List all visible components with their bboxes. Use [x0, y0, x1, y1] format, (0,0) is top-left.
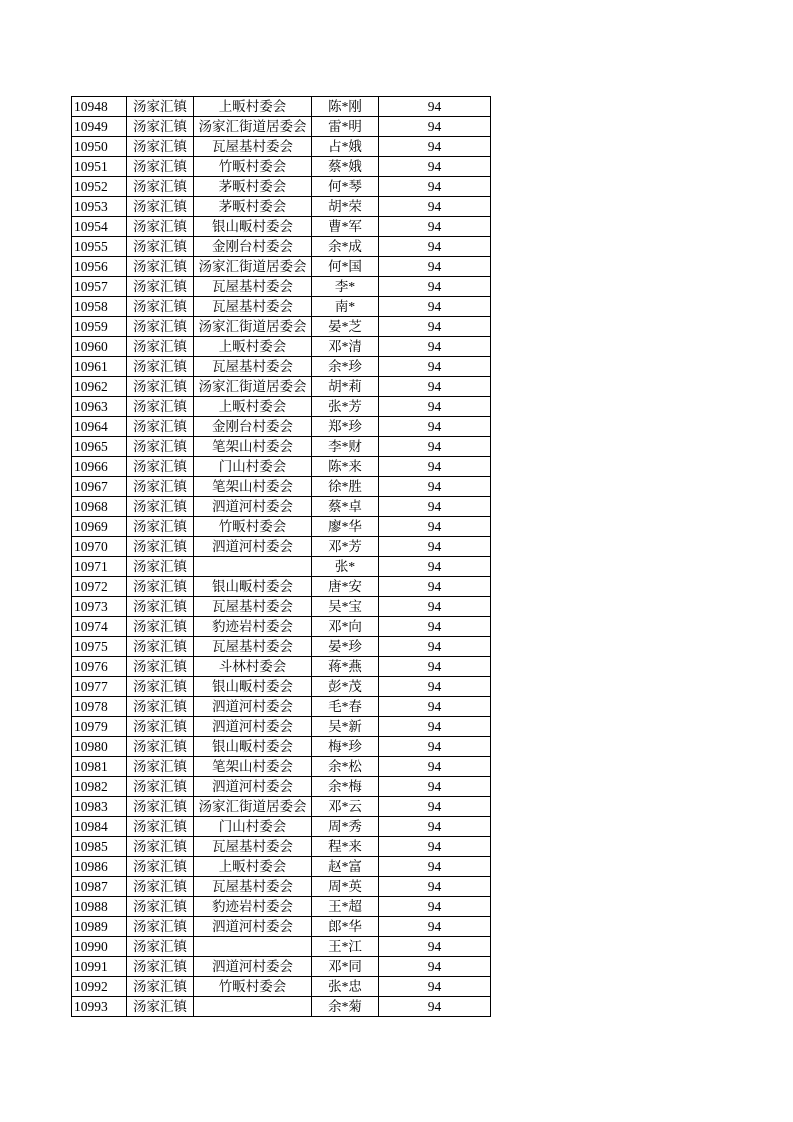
- record-id-cell: 10970: [72, 537, 127, 557]
- person-name-cell: 赵*富: [312, 857, 379, 877]
- table-row: [72, 97, 491, 117]
- score-cell: 94: [379, 537, 491, 557]
- person-name-cell: 南*: [312, 297, 379, 317]
- score-cell: 94: [379, 857, 491, 877]
- record-id-cell: 10982: [72, 777, 127, 797]
- record-id-cell: 10954: [72, 217, 127, 237]
- score-cell: 94: [379, 437, 491, 457]
- record-id-cell: 10975: [72, 637, 127, 657]
- person-name-cell: 余*菊: [312, 997, 379, 1017]
- record-id-cell: 10993: [72, 997, 127, 1017]
- village-committee-cell: 瓦屋基村委会: [194, 837, 312, 857]
- village-committee-cell: 瓦屋基村委会: [194, 277, 312, 297]
- table-row: [72, 857, 491, 877]
- score-cell: 94: [379, 337, 491, 357]
- town-cell: 汤家汇镇: [127, 757, 194, 777]
- person-name-cell: 陈*来: [312, 457, 379, 477]
- person-name-cell: 周*秀: [312, 817, 379, 837]
- village-committee-cell: [194, 557, 312, 577]
- score-cell: 94: [379, 397, 491, 417]
- town-cell: 汤家汇镇: [127, 637, 194, 657]
- record-id-cell: 10969: [72, 517, 127, 537]
- person-name-cell: 余*梅: [312, 777, 379, 797]
- person-name-cell: 晏*芝: [312, 317, 379, 337]
- score-cell: 94: [379, 617, 491, 637]
- village-committee-cell: 笔架山村委会: [194, 757, 312, 777]
- person-name-cell: 邓*同: [312, 957, 379, 977]
- village-committee-cell: 上畈村委会: [194, 337, 312, 357]
- table-row: [72, 437, 491, 457]
- record-id-cell: 10958: [72, 297, 127, 317]
- table-row: [72, 557, 491, 577]
- town-cell: 汤家汇镇: [127, 697, 194, 717]
- village-committee-cell: 泗道河村委会: [194, 957, 312, 977]
- town-cell: 汤家汇镇: [127, 957, 194, 977]
- score-cell: 94: [379, 837, 491, 857]
- village-committee-cell: 汤家汇街道居委会: [194, 117, 312, 137]
- person-name-cell: 邓*云: [312, 797, 379, 817]
- village-committee-cell: 瓦屋基村委会: [194, 877, 312, 897]
- village-committee-cell: 上畈村委会: [194, 97, 312, 117]
- town-cell: 汤家汇镇: [127, 657, 194, 677]
- table-row: [72, 737, 491, 757]
- record-id-cell: 10956: [72, 257, 127, 277]
- town-cell: 汤家汇镇: [127, 257, 194, 277]
- table-row: [72, 397, 491, 417]
- person-name-cell: 晏*珍: [312, 637, 379, 657]
- village-committee-cell: 上畈村委会: [194, 857, 312, 877]
- record-id-cell: 10989: [72, 917, 127, 937]
- score-cell: 94: [379, 577, 491, 597]
- record-id-cell: 10960: [72, 337, 127, 357]
- table-row: [72, 817, 491, 837]
- record-id-cell: 10990: [72, 937, 127, 957]
- village-committee-cell: 银山畈村委会: [194, 577, 312, 597]
- table-row: [72, 697, 491, 717]
- record-id-cell: 10968: [72, 497, 127, 517]
- person-name-cell: 郑*珍: [312, 417, 379, 437]
- person-name-cell: 邓*芳: [312, 537, 379, 557]
- village-committee-cell: 茅畈村委会: [194, 177, 312, 197]
- village-committee-cell: 斗林村委会: [194, 657, 312, 677]
- village-committee-cell: 豹迹岩村委会: [194, 617, 312, 637]
- person-name-cell: 陈*刚: [312, 97, 379, 117]
- table-row: [72, 537, 491, 557]
- record-id-cell: 10967: [72, 477, 127, 497]
- village-committee-cell: 泗道河村委会: [194, 777, 312, 797]
- person-name-cell: 吴*新: [312, 717, 379, 737]
- person-name-cell: 唐*安: [312, 577, 379, 597]
- town-cell: 汤家汇镇: [127, 197, 194, 217]
- score-cell: 94: [379, 997, 491, 1017]
- town-cell: 汤家汇镇: [127, 737, 194, 757]
- person-name-cell: 彭*茂: [312, 677, 379, 697]
- table-row: [72, 217, 491, 237]
- village-committee-cell: 银山畈村委会: [194, 677, 312, 697]
- town-cell: 汤家汇镇: [127, 777, 194, 797]
- table-row: [72, 157, 491, 177]
- score-cell: 94: [379, 197, 491, 217]
- record-id-cell: 10980: [72, 737, 127, 757]
- person-name-cell: 胡*莉: [312, 377, 379, 397]
- town-cell: 汤家汇镇: [127, 997, 194, 1017]
- person-name-cell: 蔡*卓: [312, 497, 379, 517]
- town-cell: 汤家汇镇: [127, 557, 194, 577]
- person-name-cell: 曹*军: [312, 217, 379, 237]
- table-row: [72, 777, 491, 797]
- score-cell: 94: [379, 917, 491, 937]
- table-row: [72, 957, 491, 977]
- village-committee-cell: 泗道河村委会: [194, 717, 312, 737]
- score-cell: 94: [379, 417, 491, 437]
- town-cell: 汤家汇镇: [127, 977, 194, 997]
- record-id-cell: 10965: [72, 437, 127, 457]
- score-cell: 94: [379, 97, 491, 117]
- table-row: [72, 617, 491, 637]
- table-row: [72, 937, 491, 957]
- score-cell: 94: [379, 517, 491, 537]
- village-committee-cell: 茅畈村委会: [194, 197, 312, 217]
- person-name-cell: 余*珍: [312, 357, 379, 377]
- village-committee-cell: 竹畈村委会: [194, 977, 312, 997]
- town-cell: 汤家汇镇: [127, 317, 194, 337]
- score-cell: 94: [379, 597, 491, 617]
- village-committee-cell: 瓦屋基村委会: [194, 297, 312, 317]
- record-id-cell: 10977: [72, 677, 127, 697]
- town-cell: 汤家汇镇: [127, 457, 194, 477]
- record-id-cell: 10991: [72, 957, 127, 977]
- score-cell: 94: [379, 157, 491, 177]
- table-row: [72, 877, 491, 897]
- person-name-cell: 周*英: [312, 877, 379, 897]
- table-row: [72, 837, 491, 857]
- record-id-cell: 10978: [72, 697, 127, 717]
- score-cell: 94: [379, 357, 491, 377]
- table-row: [72, 417, 491, 437]
- town-cell: 汤家汇镇: [127, 877, 194, 897]
- village-committee-cell: 瓦屋基村委会: [194, 637, 312, 657]
- person-name-cell: 张*忠: [312, 977, 379, 997]
- village-committee-cell: 汤家汇街道居委会: [194, 257, 312, 277]
- record-id-cell: 10984: [72, 817, 127, 837]
- person-name-cell: 邓*向: [312, 617, 379, 637]
- town-cell: 汤家汇镇: [127, 797, 194, 817]
- table-row: [72, 477, 491, 497]
- table-row: [72, 197, 491, 217]
- town-cell: 汤家汇镇: [127, 217, 194, 237]
- person-name-cell: 雷*明: [312, 117, 379, 137]
- village-committee-cell: 瓦屋基村委会: [194, 357, 312, 377]
- score-cell: 94: [379, 817, 491, 837]
- person-name-cell: 王*超: [312, 897, 379, 917]
- person-name-cell: 王*江: [312, 937, 379, 957]
- score-cell: 94: [379, 237, 491, 257]
- person-name-cell: 廖*华: [312, 517, 379, 537]
- score-cell: 94: [379, 277, 491, 297]
- table-row: [72, 637, 491, 657]
- record-id-cell: 10981: [72, 757, 127, 777]
- record-id-cell: 10962: [72, 377, 127, 397]
- records-table: [71, 96, 491, 1017]
- score-cell: 94: [379, 897, 491, 917]
- table-row: [72, 337, 491, 357]
- score-cell: 94: [379, 657, 491, 677]
- village-committee-cell: 金刚台村委会: [194, 417, 312, 437]
- table-row: [72, 317, 491, 337]
- village-committee-cell: 瓦屋基村委会: [194, 137, 312, 157]
- town-cell: 汤家汇镇: [127, 357, 194, 377]
- town-cell: 汤家汇镇: [127, 297, 194, 317]
- table-row: [72, 597, 491, 617]
- town-cell: 汤家汇镇: [127, 717, 194, 737]
- score-cell: 94: [379, 937, 491, 957]
- score-cell: 94: [379, 177, 491, 197]
- table-row: [72, 577, 491, 597]
- town-cell: 汤家汇镇: [127, 917, 194, 937]
- village-committee-cell: 门山村委会: [194, 457, 312, 477]
- record-id-cell: 10986: [72, 857, 127, 877]
- person-name-cell: 余*成: [312, 237, 379, 257]
- table-row: [72, 357, 491, 377]
- person-name-cell: 何*琴: [312, 177, 379, 197]
- table-row: [72, 517, 491, 537]
- score-cell: 94: [379, 497, 491, 517]
- record-id-cell: 10974: [72, 617, 127, 637]
- score-cell: 94: [379, 297, 491, 317]
- town-cell: 汤家汇镇: [127, 337, 194, 357]
- person-name-cell: 徐*胜: [312, 477, 379, 497]
- table-row: [72, 977, 491, 997]
- record-id-cell: 10951: [72, 157, 127, 177]
- score-cell: 94: [379, 377, 491, 397]
- score-cell: 94: [379, 317, 491, 337]
- score-cell: 94: [379, 677, 491, 697]
- record-id-cell: 10973: [72, 597, 127, 617]
- town-cell: 汤家汇镇: [127, 857, 194, 877]
- village-committee-cell: 笔架山村委会: [194, 437, 312, 457]
- town-cell: 汤家汇镇: [127, 117, 194, 137]
- village-committee-cell: 泗道河村委会: [194, 917, 312, 937]
- score-cell: 94: [379, 637, 491, 657]
- person-name-cell: 蒋*燕: [312, 657, 379, 677]
- score-cell: 94: [379, 557, 491, 577]
- village-committee-cell: [194, 937, 312, 957]
- score-cell: 94: [379, 957, 491, 977]
- town-cell: 汤家汇镇: [127, 497, 194, 517]
- record-id-cell: 10971: [72, 557, 127, 577]
- record-id-cell: 10988: [72, 897, 127, 917]
- score-cell: 94: [379, 137, 491, 157]
- town-cell: 汤家汇镇: [127, 597, 194, 617]
- person-name-cell: 邓*清: [312, 337, 379, 357]
- village-committee-cell: 竹畈村委会: [194, 157, 312, 177]
- score-cell: 94: [379, 217, 491, 237]
- person-name-cell: 何*国: [312, 257, 379, 277]
- village-committee-cell: 泗道河村委会: [194, 497, 312, 517]
- score-cell: 94: [379, 257, 491, 277]
- record-id-cell: 10963: [72, 397, 127, 417]
- table-row: [72, 497, 491, 517]
- person-name-cell: 张*芳: [312, 397, 379, 417]
- table-row: [72, 117, 491, 137]
- score-cell: 94: [379, 877, 491, 897]
- record-id-cell: 10985: [72, 837, 127, 857]
- village-committee-cell: 笔架山村委会: [194, 477, 312, 497]
- record-id-cell: 10979: [72, 717, 127, 737]
- record-id-cell: 10961: [72, 357, 127, 377]
- score-cell: 94: [379, 717, 491, 737]
- record-id-cell: 10952: [72, 177, 127, 197]
- person-name-cell: 胡*荣: [312, 197, 379, 217]
- score-cell: 94: [379, 757, 491, 777]
- person-name-cell: 李*: [312, 277, 379, 297]
- town-cell: 汤家汇镇: [127, 677, 194, 697]
- record-id-cell: 10950: [72, 137, 127, 157]
- score-cell: 94: [379, 117, 491, 137]
- record-id-cell: 10959: [72, 317, 127, 337]
- table-row: [72, 797, 491, 817]
- town-cell: 汤家汇镇: [127, 577, 194, 597]
- person-name-cell: 李*财: [312, 437, 379, 457]
- town-cell: 汤家汇镇: [127, 417, 194, 437]
- town-cell: 汤家汇镇: [127, 277, 194, 297]
- table-row: [72, 897, 491, 917]
- village-committee-cell: 银山畈村委会: [194, 217, 312, 237]
- table-row: [72, 237, 491, 257]
- table-row: [72, 177, 491, 197]
- table-row: [72, 457, 491, 477]
- village-committee-cell: 汤家汇街道居委会: [194, 377, 312, 397]
- table-row: [72, 377, 491, 397]
- village-committee-cell: 汤家汇街道居委会: [194, 797, 312, 817]
- record-id-cell: 10948: [72, 97, 127, 117]
- score-cell: 94: [379, 697, 491, 717]
- table-row: [72, 997, 491, 1017]
- town-cell: 汤家汇镇: [127, 817, 194, 837]
- village-committee-cell: [194, 997, 312, 1017]
- record-id-cell: 10976: [72, 657, 127, 677]
- village-committee-cell: 泗道河村委会: [194, 697, 312, 717]
- town-cell: 汤家汇镇: [127, 397, 194, 417]
- village-committee-cell: 金刚台村委会: [194, 237, 312, 257]
- person-name-cell: 梅*珍: [312, 737, 379, 757]
- table-row: [72, 297, 491, 317]
- record-id-cell: 10966: [72, 457, 127, 477]
- record-id-cell: 10953: [72, 197, 127, 217]
- person-name-cell: 蔡*娥: [312, 157, 379, 177]
- records-table-body: [72, 97, 491, 1017]
- record-id-cell: 10983: [72, 797, 127, 817]
- town-cell: 汤家汇镇: [127, 897, 194, 917]
- table-row: [72, 917, 491, 937]
- score-cell: 94: [379, 797, 491, 817]
- record-id-cell: 10955: [72, 237, 127, 257]
- person-name-cell: 程*来: [312, 837, 379, 857]
- table-row: [72, 757, 491, 777]
- person-name-cell: 吴*宝: [312, 597, 379, 617]
- record-id-cell: 10987: [72, 877, 127, 897]
- score-cell: 94: [379, 977, 491, 997]
- person-name-cell: 郎*华: [312, 917, 379, 937]
- table-row: [72, 657, 491, 677]
- village-committee-cell: 竹畈村委会: [194, 517, 312, 537]
- person-name-cell: 占*娥: [312, 137, 379, 157]
- village-committee-cell: 银山畈村委会: [194, 737, 312, 757]
- table-row: [72, 717, 491, 737]
- table-row: [72, 677, 491, 697]
- town-cell: 汤家汇镇: [127, 377, 194, 397]
- town-cell: 汤家汇镇: [127, 517, 194, 537]
- town-cell: 汤家汇镇: [127, 177, 194, 197]
- score-cell: 94: [379, 477, 491, 497]
- record-id-cell: 10992: [72, 977, 127, 997]
- table-row: [72, 257, 491, 277]
- person-name-cell: 余*松: [312, 757, 379, 777]
- town-cell: 汤家汇镇: [127, 437, 194, 457]
- town-cell: 汤家汇镇: [127, 937, 194, 957]
- score-cell: 94: [379, 457, 491, 477]
- village-committee-cell: 汤家汇街道居委会: [194, 317, 312, 337]
- town-cell: 汤家汇镇: [127, 137, 194, 157]
- town-cell: 汤家汇镇: [127, 537, 194, 557]
- record-id-cell: 10949: [72, 117, 127, 137]
- town-cell: 汤家汇镇: [127, 157, 194, 177]
- record-id-cell: 10972: [72, 577, 127, 597]
- town-cell: 汤家汇镇: [127, 617, 194, 637]
- village-committee-cell: 豹迹岩村委会: [194, 897, 312, 917]
- table-row: [72, 277, 491, 297]
- town-cell: 汤家汇镇: [127, 237, 194, 257]
- town-cell: 汤家汇镇: [127, 97, 194, 117]
- village-committee-cell: 泗道河村委会: [194, 537, 312, 557]
- village-committee-cell: 上畈村委会: [194, 397, 312, 417]
- score-cell: 94: [379, 777, 491, 797]
- village-committee-cell: 门山村委会: [194, 817, 312, 837]
- town-cell: 汤家汇镇: [127, 837, 194, 857]
- record-id-cell: 10957: [72, 277, 127, 297]
- person-name-cell: 毛*春: [312, 697, 379, 717]
- town-cell: 汤家汇镇: [127, 477, 194, 497]
- table-row: [72, 137, 491, 157]
- village-committee-cell: 瓦屋基村委会: [194, 597, 312, 617]
- record-id-cell: 10964: [72, 417, 127, 437]
- person-name-cell: 张*: [312, 557, 379, 577]
- score-cell: 94: [379, 737, 491, 757]
